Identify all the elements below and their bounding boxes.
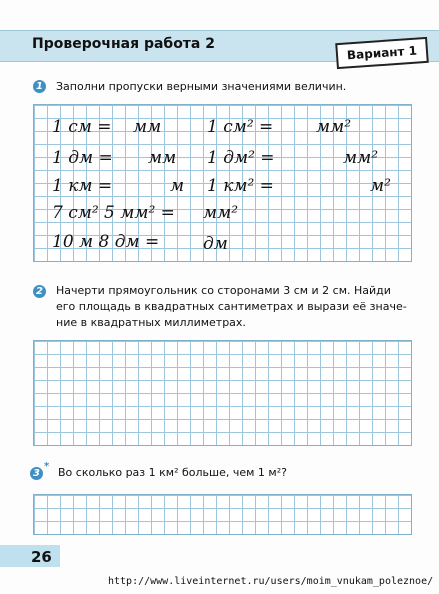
task-3-number-icon: 3 — [30, 467, 43, 480]
task-1-number-icon: 1 — [33, 80, 46, 93]
t1-left-expr-5: 10 м 8 дм = — [52, 232, 160, 252]
t1-left-expr-3: 1 км = — [52, 176, 113, 196]
t1-left-unit-5: дм — [203, 234, 228, 254]
t1-left-expr-1: 1 см = — [52, 117, 112, 137]
t1-right-expr-1: 1 см² = — [207, 117, 274, 137]
t1-left-unit-2: мм — [148, 148, 177, 168]
t1-right-unit-2: мм² — [343, 148, 379, 168]
t1-left-expr-2: 1 дм = — [52, 148, 113, 168]
t1-left-expr-4: 7 см² 5 мм² = — [52, 203, 175, 223]
page-number: 26 — [31, 548, 52, 566]
task-2-line-3: ние в квадратных миллиметрах. — [56, 316, 246, 329]
source-url-watermark: http://www.liveinternet.ru/users/moim_vnukam_poleznoe/ — [108, 576, 434, 587]
task-2-number-icon: 2 — [33, 285, 46, 298]
t1-right-unit-3: м² — [370, 176, 391, 196]
task-2-line-2: его площадь в квадратных сантиметрах и вырази её значе- — [56, 300, 407, 313]
t1-right-expr-3: 1 км² = — [207, 176, 274, 196]
t1-right-unit-1: мм² — [316, 117, 352, 137]
task-3-answer-grid[interactable] — [33, 494, 412, 535]
t1-right-expr-2: 1 дм² = — [207, 148, 275, 168]
page-title: Проверочная работа 2 — [32, 36, 215, 52]
task-3-text: Во сколько раз 1 км² больше, чем 1 м²? — [58, 466, 287, 479]
t1-left-unit-1: мм — [133, 117, 162, 137]
task-1-text: Заполни пропуски верными значениями величин. — [56, 80, 347, 93]
t1-left-unit-3: м — [170, 176, 185, 196]
variant-label: Вариант 1 — [335, 37, 429, 69]
task-2-drawing-grid[interactable] — [33, 340, 412, 446]
t1-left-unit-4: мм² — [203, 203, 239, 223]
task-3-star-icon: * — [44, 461, 50, 472]
task-2-line-1: Начерти прямоугольник со сторонами 3 см и 2 см. Найди — [56, 284, 391, 297]
